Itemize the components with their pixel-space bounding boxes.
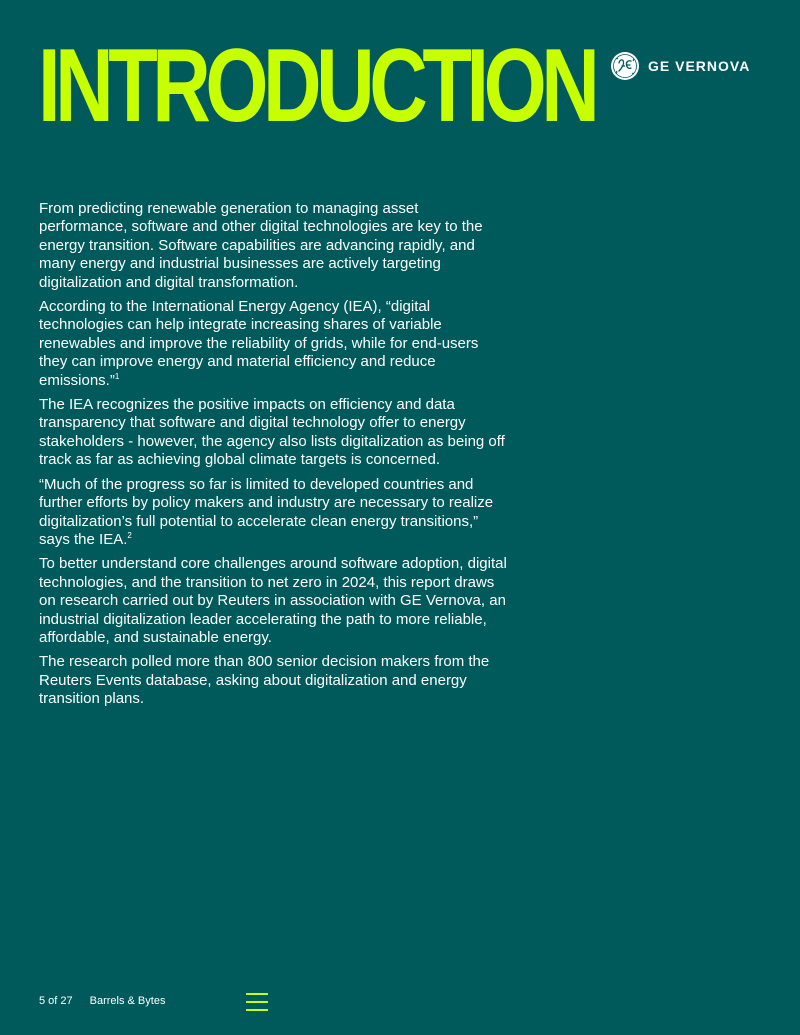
page-number: 5 of 27	[39, 995, 73, 1007]
paragraph-iea-recognition	[39, 396, 509, 470]
page-footer	[39, 995, 165, 1007]
hamburger-menu-icon[interactable]	[246, 993, 268, 1012]
paragraph-text: According to the International Energy Agency (IEA), “digital technologies can help integrate increasing shares of variable renewables and improve the reliability of grids, while for end-users they can improve energy and material efficiency and reduce emissions.”	[39, 298, 479, 389]
paragraph-text: To better understand core challenges around software adoption, digital technologies, and the transition to net zero in 2024, this report draws on research carried out by Reuters in association with GE Vernova, an industrial digitalization leader accelerating the path to more reliable, affordable, and sustainable energy.	[39, 555, 507, 646]
body-text	[39, 200, 509, 715]
logo-text: GE VERNOVA	[648, 58, 751, 74]
paragraph-text: The IEA recognizes the positive impacts on efficiency and data transparency that software and digital technology offer to energy stakeholders - however, the agency also lists digitalization as being off track as far as achieving global climate targets is concerned.	[39, 396, 505, 469]
paragraph-research-poll	[39, 653, 509, 708]
publication-name: Barrels & Bytes	[89, 995, 166, 1007]
footnote-marker[interactable]: 1	[114, 371, 120, 381]
menu-bar	[246, 1009, 268, 1011]
page-title: INTRODUCTION	[38, 28, 595, 144]
menu-bar	[246, 993, 268, 995]
ge-monogram-icon	[610, 51, 640, 81]
paragraph-text: The research polled more than 800 senior decision makers from the Reuters Events database, asking about digitalization and energy transition plans.	[39, 653, 490, 708]
paragraph-progress-quote	[39, 476, 509, 550]
ge-vernova-logo	[610, 51, 750, 81]
paragraph-text: From predicting renewable generation to managing asset performance, software and other digital technologies are key to the energy transition. Software capabilities are advancing rapidly, and many energy and industrial businesses are actively targeting digitalization and digital transformation.	[39, 200, 483, 291]
menu-bar	[246, 1001, 268, 1003]
paragraph-intro	[39, 200, 509, 292]
footnote-marker[interactable]: 2	[127, 530, 132, 540]
paragraph-iea-quote	[39, 298, 509, 390]
paragraph-report-purpose	[39, 555, 509, 647]
paragraph-text: “Much of the progress so far is limited to developed countries and further efforts by policy makers and industry are necessary to realize digitalization’s full potential to accelerate clean energy transitions,” says the IEA.	[39, 475, 494, 548]
